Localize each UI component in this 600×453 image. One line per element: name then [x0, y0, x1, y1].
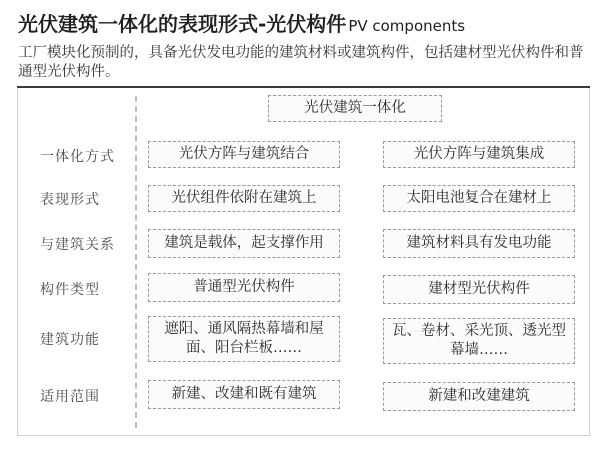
- cell-component-type-right: 建材型光伏构件: [383, 275, 575, 304]
- cell-form-right: 太阳电池复合在建材上: [383, 185, 575, 212]
- title-english: PV components: [348, 17, 466, 35]
- cell-scope-left: 新建、改建和既有建筑: [148, 380, 340, 409]
- row-label-building-function: 建筑功能: [40, 332, 100, 348]
- title-main: 光伏建筑一体化的表现形式-光伏构件: [18, 12, 347, 36]
- label-divider: [135, 96, 137, 428]
- cell-building-function-left: 遮阳、通风隔热幕墙和屋面、阳台栏板……: [148, 316, 340, 362]
- row-label-relation: 与建筑关系: [40, 237, 115, 253]
- intro-paragraph: 工厂模块化预制的，具备光伏发电功能的建筑材料或建筑构件，包括建材型光伏构件和普通型光伏构件。: [18, 45, 584, 80]
- cell-relation-left: 建筑是载体，起支撑作用: [148, 229, 340, 258]
- table-header-box: 光伏建筑一体化: [268, 95, 442, 122]
- cell-component-type-left: 普通型光伏构件: [148, 273, 340, 302]
- row-label-integration-mode: 一体化方式: [40, 149, 115, 165]
- cell-integration-mode-left: 光伏方阵与建筑结合: [148, 141, 340, 168]
- cell-form-left: 光伏组件依附在建筑上: [148, 185, 340, 212]
- row-label-scope: 适用范围: [40, 389, 100, 405]
- row-label-form: 表现形式: [40, 192, 100, 208]
- cell-integration-mode-right: 光伏方阵与建筑集成: [383, 141, 575, 168]
- cell-building-function-right: 瓦、卷材、采光顶、透光型幕墙……: [383, 318, 575, 364]
- cell-relation-right: 建筑材料具有发电功能: [383, 229, 575, 258]
- page-title: [18, 8, 465, 37]
- cell-scope-right: 新建和改建建筑: [383, 382, 575, 411]
- row-label-component-type: 构件类型: [40, 282, 100, 298]
